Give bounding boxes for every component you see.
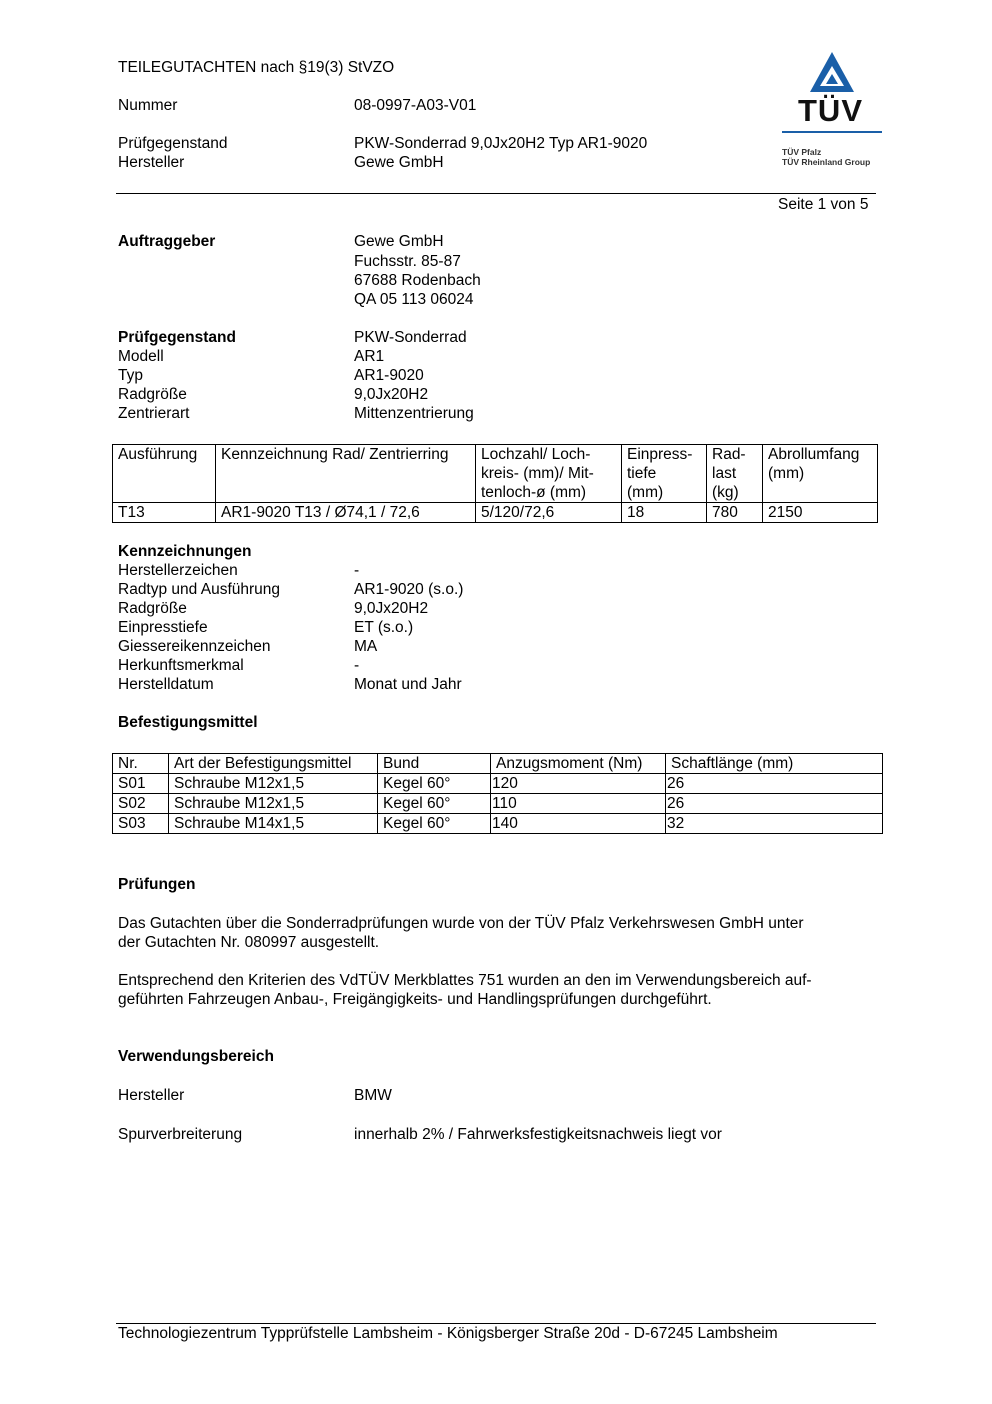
pruefungen-paragraph-line: Entsprechend den Kriterien des VdTÜV Merkblattes 751 wurden an den im Verwendungsbereich auf- (118, 972, 812, 989)
kennzeichnung-value: AR1-9020 (s.o.) (354, 581, 464, 598)
table-header-cell: Einpress- tiefe (mm) (622, 445, 707, 503)
befestigungsmittel-heading: Befestigungsmittel (118, 714, 258, 731)
kennzeichnungen-heading: Kennzeichnungen (118, 543, 252, 560)
hersteller-label: Hersteller (118, 154, 185, 171)
table-header-cell: Ausführung (113, 445, 216, 503)
table-cell: Schraube M12x1,5 (169, 774, 378, 794)
table-cell: 2150 (763, 503, 878, 523)
table-cell: Kegel 60° (378, 774, 491, 794)
spurverbreiterung-label: Spurverbreiterung (118, 1126, 243, 1143)
header-divider (116, 193, 876, 194)
modell-value: AR1 (354, 348, 385, 365)
pruefungen-paragraph-line: Das Gutachten über die Sonderradprüfungen wurde von der TÜV Pfalz Verkehrswesen GmbH unter (118, 915, 804, 932)
kennzeichnung-label: Radgröße (118, 600, 187, 617)
radgroesse-value: 9,0Jx20H2 (354, 386, 429, 403)
kennzeichnung-label: Giessereikennzeichen (118, 638, 271, 655)
table-cell: 26 (666, 774, 883, 794)
table-cell: 780 (707, 503, 763, 523)
radgroesse-label: Radgröße (118, 386, 187, 403)
kennzeichnung-label: Herstelldatum (118, 676, 214, 693)
kennzeichnung-label: Radtyp und Ausführung (118, 581, 281, 598)
table-cell: Kegel 60° (378, 814, 491, 834)
pruefgegenstand-value: PKW-Sonderrad 9,0Jx20H2 Typ AR1-9020 (354, 135, 648, 152)
tuev-logo (760, 48, 920, 178)
table-header-row (113, 754, 883, 774)
spurverbreiterung-value: innerhalb 2% / Fahrwerksfestigkeitsnachweis liegt vor (354, 1126, 722, 1143)
pruefgegenstand-heading-value: PKW-Sonderrad (354, 329, 467, 346)
zentrierart-value: Mittenzentrierung (354, 405, 474, 422)
pruefungen-paragraph-line: geführten Fahrzeugen Anbau-, Freigängigkeits- und Handlingsprüfungen durchgeführt. (118, 991, 712, 1008)
table-cell: 5/120/72,6 (476, 503, 622, 523)
table-header-cell: Abrollumfang (mm) (763, 445, 878, 503)
table-row (113, 774, 883, 794)
table-header-cell: Art der Befestigungsmittel (169, 754, 378, 774)
table-header-cell: Schaftlänge (mm) (666, 754, 883, 774)
ausfuehrung-table (112, 444, 878, 523)
table-cell: T13 (113, 503, 216, 523)
kennzeichnung-value: - (354, 562, 360, 579)
table-cell: Kegel 60° (378, 794, 491, 814)
table-cell: 120 (491, 774, 666, 794)
vb-hersteller-value: BMW (354, 1087, 392, 1104)
table-cell: Schraube M14x1,5 (169, 814, 378, 834)
table-cell: 110 (491, 794, 666, 814)
pruefgegenstand-heading: Prüfgegenstand (118, 329, 236, 346)
table-header-cell: Rad- last (kg) (707, 445, 763, 503)
pruefungen-heading: Prüfungen (118, 876, 196, 893)
table-cell: S02 (113, 794, 169, 814)
auftraggeber-line: 67688 Rodenbach (354, 272, 481, 289)
table-header-cell: Lochzahl/ Loch- kreis- (mm)/ Mit- tenloch-ø (mm) (476, 445, 622, 503)
kennzeichnung-value: ET (s.o.) (354, 619, 414, 636)
nummer-value: 08-0997-A03-V01 (354, 97, 477, 114)
table-cell: 32 (666, 814, 883, 834)
footer-divider (116, 1323, 876, 1324)
logo-line2: TÜV Rheinland Group (782, 157, 871, 167)
auftraggeber-heading: Auftraggeber (118, 233, 216, 250)
vb-hersteller-label: Hersteller (118, 1087, 185, 1104)
pruefgegenstand-label: Prüfgegenstand (118, 135, 228, 152)
table-cell: 140 (491, 814, 666, 834)
table-row (113, 814, 883, 834)
table-row (113, 794, 883, 814)
table-cell: Schraube M12x1,5 (169, 794, 378, 814)
zentrierart-label: Zentrierart (118, 405, 190, 422)
table-header-cell: Nr. (113, 754, 169, 774)
pruefungen-paragraph-line: der Gutachten Nr. 080997 ausgestellt. (118, 934, 380, 951)
kennzeichnung-value: MA (354, 638, 378, 655)
hersteller-value: Gewe GmbH (354, 154, 444, 171)
table-header-cell: Kennzeichnung Rad/ Zentrierring (216, 445, 476, 503)
table-row (113, 503, 878, 523)
typ-value: AR1-9020 (354, 367, 424, 384)
table-header-row (113, 445, 878, 503)
table-cell: AR1-9020 T13 / Ø74,1 / 72,6 (216, 503, 476, 523)
typ-label: Typ (118, 367, 143, 384)
table-header-cell: Anzugsmoment (Nm) (491, 754, 666, 774)
table-cell: S03 (113, 814, 169, 834)
kennzeichnung-label: Einpresstiefe (118, 619, 208, 636)
befestigungsmittel-table (112, 753, 883, 834)
auftraggeber-line: Fuchsstr. 85-87 (354, 253, 461, 270)
table-cell: S01 (113, 774, 169, 794)
footer-text: Technologiezentrum Typprüfstelle Lambsheim - Königsberger Straße 20d - D-67245 Lambsheim (118, 1325, 778, 1342)
kennzeichnung-value: - (354, 657, 360, 674)
page-indicator: Seite 1 von 5 (778, 196, 869, 213)
table-header-cell: Bund (378, 754, 491, 774)
kennzeichnung-label: Herkunftsmerkmal (118, 657, 244, 674)
verwendungsbereich-heading: Verwendungsbereich (118, 1048, 274, 1065)
nummer-label: Nummer (118, 97, 178, 114)
kennzeichnung-value: Monat und Jahr (354, 676, 462, 693)
kennzeichnung-label: Herstellerzeichen (118, 562, 238, 579)
logo-brand: TÜV (798, 93, 863, 128)
auftraggeber-line: Gewe GmbH (354, 233, 444, 250)
table-cell: 26 (666, 794, 883, 814)
document-title: TEILEGUTACHTEN nach §19(3) StVZO (118, 59, 395, 76)
logo-line1: TÜV Pfalz (782, 147, 822, 157)
auftraggeber-line: QA 05 113 06024 (354, 291, 474, 308)
kennzeichnung-value: 9,0Jx20H2 (354, 600, 429, 617)
modell-label: Modell (118, 348, 164, 365)
table-cell: 18 (622, 503, 707, 523)
